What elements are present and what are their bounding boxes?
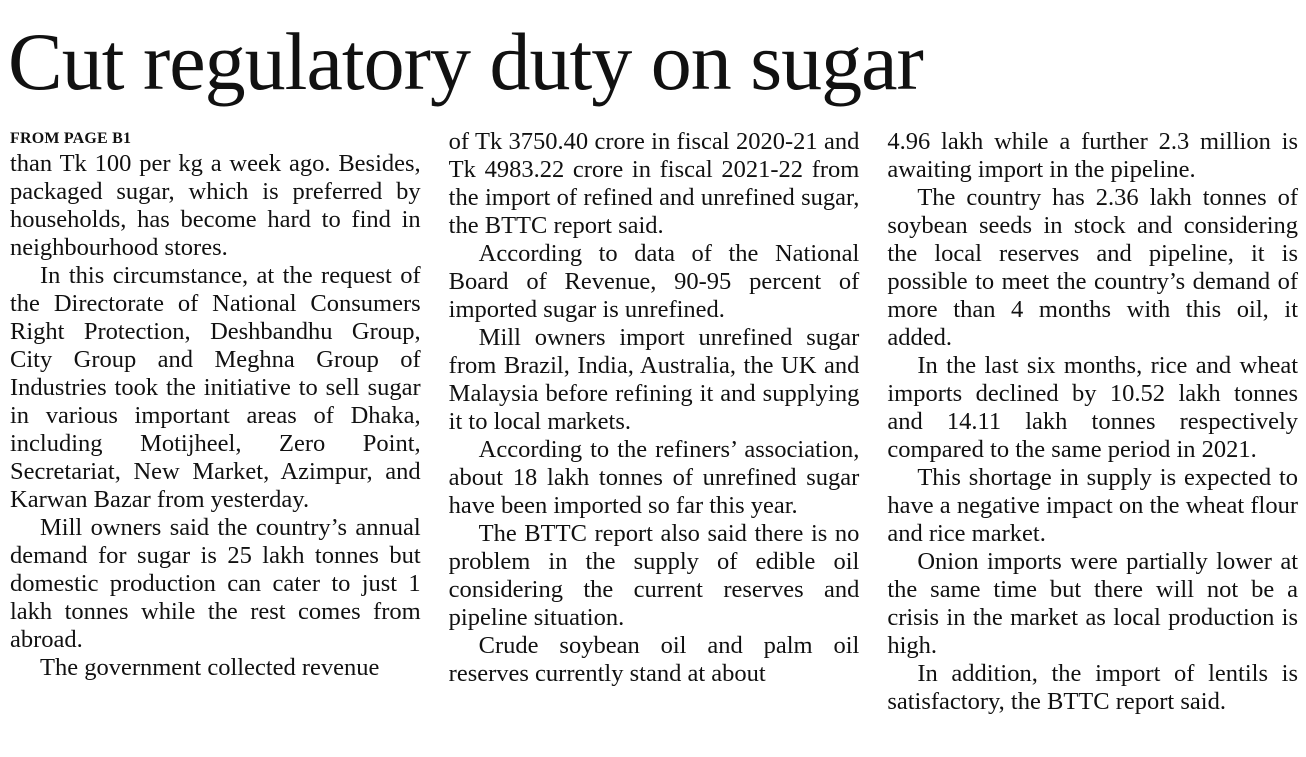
paragraph: The government collected revenue xyxy=(40,654,380,681)
paragraph: In addition, the import of lentils is satisfactory, the BTTC report said. xyxy=(887,660,1299,715)
paragraph: of Tk 3750.40 crore in fiscal 2020-21 and Tk 4983.22 crore in fiscal 2021-22 from the import of refined and unrefined sugar, the BTTC report said. xyxy=(448,128,860,239)
paragraph: Crude soybean oil and palm oil reserves currently stand at about xyxy=(448,632,860,687)
paragraph: Onion imports were partially lower at the same time but there will not be a crisis in the market as local production is high. xyxy=(887,548,1299,659)
paragraph: In the last six months, rice and wheat imports declined by 10.52 lakh tonnes and 14.11 lakh tonnes respectively compared to the same period in 2021. xyxy=(887,352,1299,463)
paragraph: In this circumstance, at the request of the Directorate of National Consumers Right Protection, Deshbandhu Group, City Group and Meghna Group of Industries took the initiative to sell sugar in various important areas of Dhaka, including Motijheel, Zero Point, Secretariat, New Market, Azimpur, and Karwan Bazar from yesterday. xyxy=(10,262,421,513)
paragraph: The country has 2.36 lakh tonnes of soybean seeds in stock and considering the local reserves and pipeline, it is possible to meet the country’s demand of more than 4 months with this oil, it added. xyxy=(887,184,1299,351)
paragraph: than Tk 100 per kg a week ago. Besides, packaged sugar, which is preferred by households, has become hard to find in neighbourhood stores. xyxy=(10,150,421,261)
paragraph: According to the refiners’ association, about 18 lakh tonnes of unrefined sugar have been imported so far this year. xyxy=(448,436,860,519)
paragraph: Mill owners said the country’s annual demand for sugar is 25 lakh tonnes but domestic production can cater to just 1 lakh tonnes while the rest comes from abroad. xyxy=(10,514,421,653)
article-column-3 xyxy=(887,128,1298,716)
paragraph: Mill owners import unrefined sugar from Brazil, India, Australia, the UK and Malaysia before refining it and supplying it to local markets. xyxy=(448,324,860,435)
article-body xyxy=(10,128,1298,716)
dateline: FROM PAGE B1 xyxy=(10,130,132,147)
paragraph: The BTTC report also said there is no problem in the supply of edible oil considering the current reserves and pipeline situation. xyxy=(448,520,860,631)
headline: Cut regulatory duty on sugar xyxy=(8,16,923,107)
article-column-2 xyxy=(449,128,860,716)
paragraph: This shortage in supply is expected to have a negative impact on the wheat flour and rice market. xyxy=(887,464,1299,547)
paragraph: 4.96 lakh while a further 2.3 million is awaiting import in the pipeline. xyxy=(887,128,1299,183)
article-column-1 xyxy=(10,128,421,716)
paragraph: According to data of the National Board of Revenue, 90-95 percent of imported sugar is unrefined. xyxy=(448,240,860,323)
